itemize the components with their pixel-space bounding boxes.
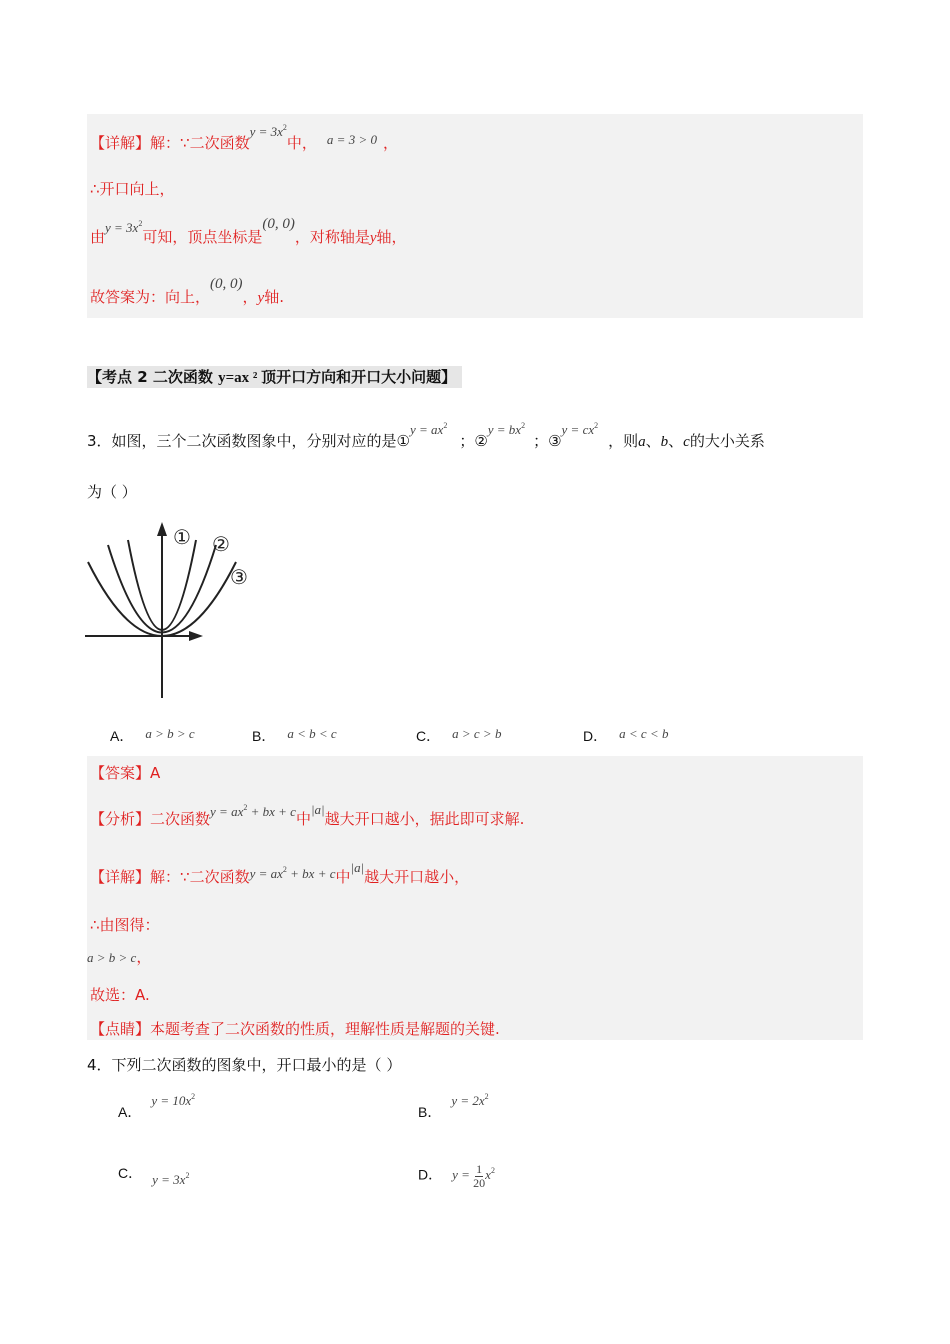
answer-tag: 【答案】 — [90, 764, 151, 782]
option-math: y = $\frac{1}{20}$ $x^2$ — [452, 1162, 495, 1190]
math-formula: $y = cx^2$ — [561, 420, 599, 437]
q3-option-b[interactable] — [252, 726, 337, 746]
q4-option-d[interactable] — [418, 1163, 495, 1190]
question-text: ；③ — [533, 432, 562, 450]
math-abs: |a| — [310, 802, 325, 817]
parabola-graph — [85, 520, 265, 700]
therefore-symbol: ∴ — [90, 180, 100, 198]
option-label: B． — [418, 1104, 442, 1120]
option-label: C． — [416, 728, 441, 744]
graph-label-2: ② — [212, 532, 230, 556]
detail-line-2 — [90, 178, 175, 199]
detail-line-1 — [90, 122, 398, 153]
option-label: A． — [118, 1104, 142, 1120]
option-math: $y = 3x^2$ — [152, 1170, 190, 1187]
q4-option-c[interactable] — [118, 1163, 190, 1187]
q3-option-d[interactable] — [583, 726, 668, 746]
question-text: 为（ ） — [87, 483, 137, 501]
question-3-line-2 — [87, 481, 137, 502]
detail-text: 由 — [90, 228, 106, 246]
math-formula: (0, 0) — [262, 216, 295, 232]
solution-box-2 — [87, 756, 863, 1040]
question-4-text: 4．下列二次函数的图象中，开口最小的是（ ） — [87, 1056, 402, 1074]
fraction: $\frac{1}{20}$ — [473, 1162, 486, 1190]
analysis-tag: 【分析】 — [90, 810, 151, 828]
math-formula: $y = ax^2$ + bx + c — [249, 864, 336, 881]
answer-value: A — [150, 764, 161, 782]
because-symbol: ∵ — [180, 134, 190, 152]
detail-tag: 【详解】 — [90, 134, 151, 152]
math-var: a — [638, 434, 646, 450]
q4-option-a[interactable] — [118, 1091, 196, 1122]
math-formula: a = 3 > 0 — [326, 132, 377, 147]
option-math: a > b > c — [145, 726, 195, 741]
option-math: a < b < c — [287, 726, 337, 741]
solution-box-1 — [87, 114, 863, 318]
detail-text: ， — [242, 288, 258, 306]
graph-label-1: ① — [173, 525, 191, 549]
math-formula: $y = 3x^2$ — [249, 122, 287, 139]
option-label: A． — [110, 728, 134, 744]
q3-option-a[interactable] — [110, 726, 195, 746]
math-formula: $y = ax^2$ + bx + c — [210, 802, 296, 819]
math-formula: $y = ax^2$ — [410, 420, 448, 437]
analysis-line: 【分析】二次函数$y = ax^2$ + bx + c中|a|越大开口越小，据此即可求解. — [90, 802, 525, 828]
detail-tag: 【详解】 — [90, 868, 151, 886]
detail-text: 开口向上， — [99, 180, 175, 198]
therefore-symbol: ∴ — [90, 916, 100, 934]
detail-line: 【详解】解：∵二次函数$y = ax^2$ + bx + c中|a|越大开口越小， — [90, 860, 470, 886]
math-abs: |a| — [350, 860, 365, 875]
x-axis-arrow — [189, 631, 203, 641]
math-var: c — [683, 434, 690, 450]
math-var: y — [257, 290, 265, 306]
detail-text: 解： — [150, 134, 181, 152]
question-text: 的大小关系 — [689, 432, 765, 450]
option-label: B． — [252, 728, 276, 744]
detail-text: 轴. — [264, 288, 284, 306]
math-formula: $y = bx^2$ — [487, 420, 526, 437]
y-axis-arrow — [157, 522, 167, 536]
math-formula: a > b > c — [87, 950, 137, 965]
detail-text: 二次函数 — [189, 134, 250, 152]
option-math: a > c > b — [452, 726, 502, 741]
detail-text: 轴， — [376, 228, 407, 246]
option-math: $y = 10x^2$ — [151, 1091, 196, 1108]
because-symbol: ∵ — [180, 868, 190, 886]
option-label: D． — [583, 728, 608, 744]
detail-line-3 — [90, 216, 407, 247]
question-text: 3．如图，三个二次函数图象中，分别对应的是① — [87, 432, 410, 450]
math-formula: $y = 3x^2$ — [105, 218, 143, 235]
q3-option-c[interactable] — [416, 726, 501, 746]
graph-label-3: ③ — [230, 565, 248, 589]
q4-option-b[interactable] — [418, 1091, 489, 1122]
detail-text: 中， — [286, 134, 317, 152]
question-text: ，则 — [608, 432, 639, 450]
math-var: b — [660, 434, 669, 450]
question-3-line-1: 3．如图，三个二次函数图象中，分别对应的是①y = $ax^2$；②y = $bx^2$；③y = $cx^2$，则a、b、c的大小关系 — [87, 420, 765, 450]
comment-line: 【点睛】本题考查了二次函数的性质，理解性质是解题的关键. — [90, 1020, 500, 1038]
detail-text: 可知，顶点坐标是 — [142, 228, 263, 246]
option-math: $y = 2x^2$ — [451, 1091, 489, 1108]
from-figure-line: ∴由图得： — [90, 916, 160, 934]
question-text: ；② — [459, 432, 488, 450]
math-var: y — [369, 230, 377, 246]
option-label: D． — [418, 1166, 443, 1183]
detail-line-4 — [90, 276, 284, 307]
math-formula: (0, 0) — [210, 276, 243, 292]
detail-text: ，对称轴是 — [294, 228, 370, 246]
answer-line — [90, 762, 160, 783]
detail-text: 故答案为：向上， — [90, 288, 211, 306]
option-label: C． — [118, 1165, 143, 1181]
choose-line: 故选：A. — [90, 986, 150, 1004]
result-line: a > b > c， — [87, 948, 152, 966]
comment-tag: 【点睛】 — [90, 1020, 151, 1038]
section-header: 【考点 2 二次函数 y=ax ² 顶开口方向和开口大小问题】 — [87, 366, 462, 388]
option-math: a < c < b — [619, 726, 669, 741]
detail-text: ， — [382, 134, 398, 152]
